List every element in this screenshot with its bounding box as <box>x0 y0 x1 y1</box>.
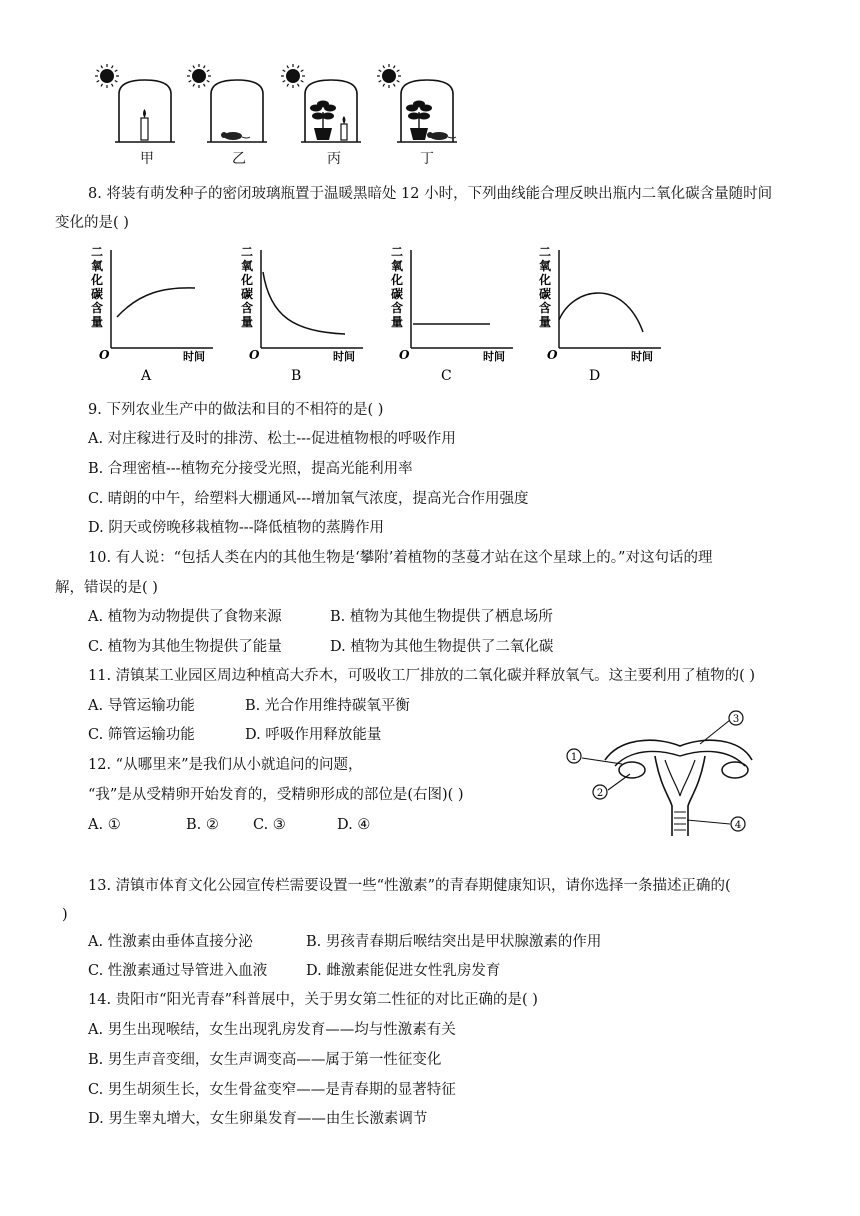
origin-label: O <box>249 348 260 362</box>
q11-option-d: D. 呼吸作用释放能量 <box>245 727 382 743</box>
mouse-icon <box>427 132 456 140</box>
svg-text:1: 1 <box>570 752 578 763</box>
y-axis-label-char: 化 <box>241 273 254 287</box>
bell-jar-1 <box>95 64 175 142</box>
q13-stem-line2: ) <box>62 907 68 923</box>
q9-stem: 9. 下列农业生产中的做法和目的不相符的是( ) <box>88 402 384 418</box>
q11-option-a: A. 导管运输功能 <box>88 698 195 714</box>
y-axis-label-char: 碳 <box>241 287 254 301</box>
y-axis-label-char: 量 <box>241 315 254 329</box>
q9-option-c: C. 晴朗的中午，给塑料大棚通风---增加氧气浓度，提高光合作用强度 <box>88 491 529 507</box>
q12-option-b: B. ② <box>186 817 219 833</box>
jar-label-yi: 乙 <box>232 151 246 167</box>
q9-option-a: A. 对庄稼进行及时的排涝、松土---促进植物根的呼吸作用 <box>88 431 456 447</box>
co2-curve <box>263 272 345 334</box>
q8-graph-D <box>538 245 661 384</box>
q14-option-c: C. 男生胡须生长，女生骨盆变窄——是青春期的显著特征 <box>88 1082 456 1098</box>
q13-option-d: D. 雌激素能促进女性乳房发育 <box>306 963 501 979</box>
svg-text:3: 3 <box>732 714 740 725</box>
y-axis-label-char: 二 <box>539 245 552 259</box>
bell-jar-2 <box>187 64 267 142</box>
mouse-icon <box>221 132 250 140</box>
q13-option-b: B. 男孩青春期后喉结突出是甲状腺激素的作用 <box>306 934 602 950</box>
sun-icon <box>187 64 211 88</box>
graph-option-letter: B <box>291 368 302 384</box>
q10-option-b: B. 植物为其他生物提供了栖息场所 <box>330 609 553 625</box>
y-axis-label-char: 含 <box>539 301 552 315</box>
y-axis-label-char: 二 <box>391 245 404 259</box>
bell-jar-4 <box>377 64 457 142</box>
sun-icon <box>377 64 401 88</box>
q8-stem-line1: 8. 将装有萌发种子的密闭玻璃瓶置于温暖黑暗处 12 小时，下列曲线能合理反映出瓶内二氧化碳含量随时间 <box>88 186 773 202</box>
x-axis-label: 时间 <box>483 350 505 363</box>
y-axis-label-char: 碳 <box>91 287 104 301</box>
q10-option-c: C. 植物为其他生物提供了能量 <box>88 639 282 655</box>
y-axis-label-char: 化 <box>391 273 404 287</box>
sun-icon <box>281 64 305 88</box>
co2-curve <box>117 288 195 317</box>
svg-text:2: 2 <box>596 788 604 799</box>
q11-option-c: C. 筛管运输功能 <box>88 727 195 743</box>
q10-stem-line1: 10. 有人说：“包括人类在内的其他生物是‘攀附’着植物的茎蔓才站在这个星球上的。”对这句话的理 <box>88 550 713 566</box>
q13-stem-line1: 13. 清镇市体育文化公园宣传栏需要设置一些“性激素”的青春期健康知识，请你选择一条描述正确的( <box>88 878 731 894</box>
x-axis-label: 时间 <box>183 350 205 363</box>
sun-icon <box>95 64 119 88</box>
x-axis-label: 时间 <box>631 350 653 363</box>
diagram-marker-2 <box>593 785 607 799</box>
origin-label: O <box>547 348 558 362</box>
q12-stem-line2: “我”是从受精卵开始发育的，受精卵形成的部位是(右图)( ) <box>88 787 464 803</box>
q14-stem: 14. 贵阳市“阳光青春”科普展中，关于男女第二性征的对比正确的是( ) <box>88 992 538 1008</box>
q8-stem-line2: 变化的是( ) <box>55 215 129 231</box>
q14-option-b: B. 男生声音变细，女生声调变高——属于第一性征变化 <box>88 1052 442 1068</box>
y-axis-label-char: 碳 <box>391 287 404 301</box>
q12-option-d: D. ④ <box>337 817 371 833</box>
y-axis-label-char: 含 <box>241 301 254 315</box>
q10-option-d: D. 植物为其他生物提供了二氧化碳 <box>330 639 554 655</box>
y-axis-label-char: 氧 <box>91 259 104 273</box>
y-axis-label-char: 氧 <box>241 259 254 273</box>
y-axis-label-char: 化 <box>91 273 104 287</box>
y-axis-label-char: 碳 <box>539 287 552 301</box>
q12-option-a: A. ① <box>88 817 121 833</box>
candle-icon <box>141 109 148 140</box>
bell-jar-3 <box>281 64 361 142</box>
q12-option-c: C. ③ <box>253 817 286 833</box>
origin-label: O <box>99 348 110 362</box>
q8-graph-B <box>240 245 363 384</box>
q9-option-b: B. 合理密植---植物充分接受光照，提高光能利用率 <box>88 461 413 477</box>
q11-stem: 11. 清镇某工业园区周边种植高大乔木，可吸收工厂排放的二氧化碳并释放氧气。这主要利用了植物的( ) <box>88 668 756 684</box>
diagram-marker-4 <box>731 817 745 831</box>
diagram-marker-1 <box>567 749 581 763</box>
svg-text:4: 4 <box>734 820 742 831</box>
q10-option-a: A. 植物为动物提供了食物来源 <box>88 609 282 625</box>
y-axis-label-char: 量 <box>91 315 104 329</box>
q13-option-c: C. 性激素通过导管进入血液 <box>88 963 268 979</box>
graph-option-letter: D <box>589 368 601 384</box>
q11-option-b: B. 光合作用维持碳氧平衡 <box>245 698 410 714</box>
candle-icon <box>341 116 347 140</box>
y-axis-label-char: 量 <box>391 315 404 329</box>
jar-label-jia: 甲 <box>140 151 154 167</box>
diagram-marker-3 <box>729 711 743 725</box>
q14-option-a: A. 男生出现喉结，女生出现乳房发育——均与性激素有关 <box>88 1022 456 1038</box>
q8-graph-A <box>90 245 213 384</box>
y-axis-label-char: 化 <box>539 273 552 287</box>
jar-label-bing: 丙 <box>327 151 341 167</box>
origin-label: O <box>399 348 410 362</box>
q12-stem-line1: 12. “从哪里来”是我们从小就追问的问题， <box>88 757 363 773</box>
y-axis-label-char: 氧 <box>391 259 404 273</box>
co2-curve <box>559 293 643 332</box>
y-axis-label-char: 氧 <box>539 259 552 273</box>
q13-option-a: A. 性激素由垂体直接分泌 <box>88 934 253 950</box>
y-axis-label-char: 量 <box>539 315 552 329</box>
q8-graphs <box>85 242 665 387</box>
q8-graph-C <box>390 245 513 384</box>
y-axis-label-char: 二 <box>241 245 254 259</box>
q10-stem-line2: 解，错误的是( ) <box>55 580 158 596</box>
y-axis-label-char: 含 <box>391 301 404 315</box>
potted-plant-icon <box>310 101 336 141</box>
graph-option-letter: A <box>141 368 152 384</box>
jar-label-ding: 丁 <box>420 151 434 167</box>
uterus-diagram <box>560 708 760 843</box>
q14-option-d: D. 男生睾丸增大，女生卵巢发育——由生长激素调节 <box>88 1111 428 1127</box>
y-axis-label-char: 含 <box>91 301 104 315</box>
x-axis-label: 时间 <box>333 350 355 363</box>
q9-option-d: D. 阴天或傍晚移栽植物---降低植物的蒸腾作用 <box>88 520 385 536</box>
y-axis-label-char: 二 <box>91 245 104 259</box>
graph-option-letter: C <box>441 368 452 384</box>
